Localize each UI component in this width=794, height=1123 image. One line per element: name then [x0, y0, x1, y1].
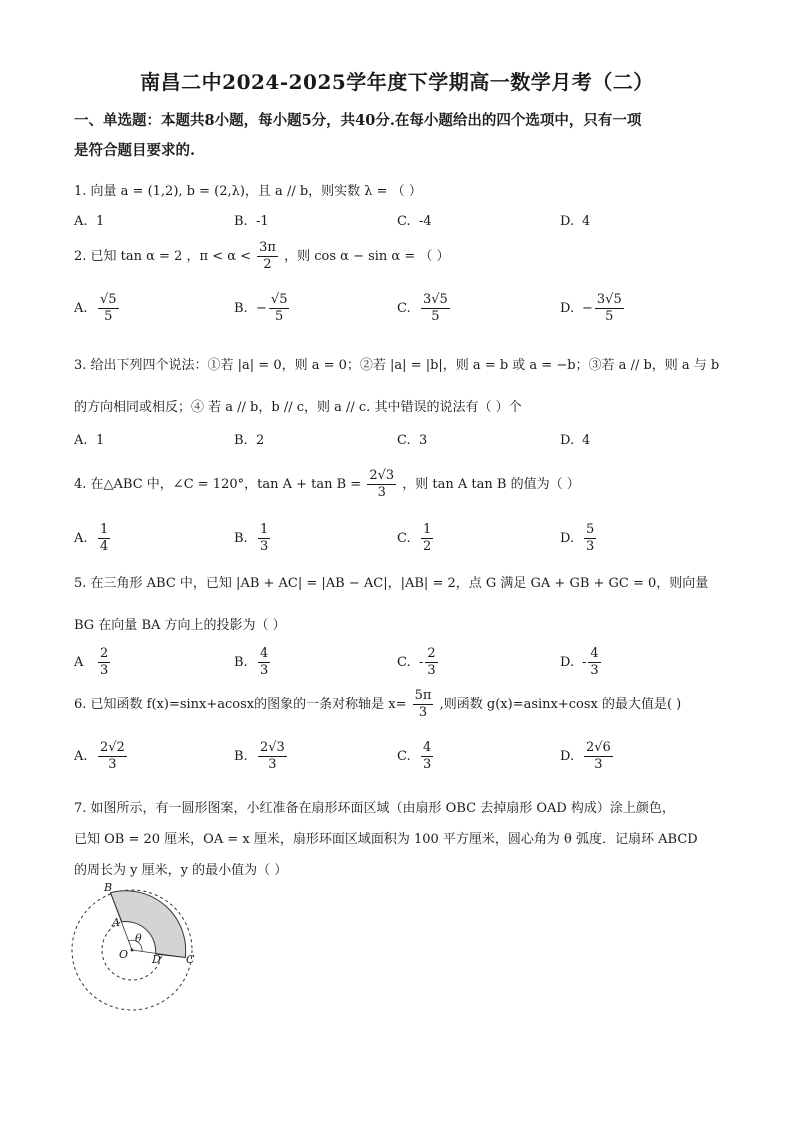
q6-stem-fraction — [413, 688, 434, 721]
q2-option-a — [74, 292, 121, 325]
q7-stem-line1: 7. 如图所示，有一圆形图案，小红准备在扇形环面区域（由扇形 OBC 去掉扇形 OAD 构成）涂上颜色， — [74, 801, 675, 816]
option-key: D. — [560, 749, 575, 764]
denominator: 5 — [431, 309, 440, 324]
option-text: 3 — [419, 433, 428, 448]
label-theta: θ — [135, 932, 142, 945]
option-key: C. — [397, 433, 411, 448]
denominator: 3 — [590, 663, 599, 678]
section-heading-line1: 一、单选题：本题共8小题，每小题5分，共40分.在每小题给出的四个选项中，只有一项 — [74, 112, 642, 129]
numerator: 5π — [414, 688, 432, 703]
option-key: A. — [74, 214, 88, 229]
denominator: 3 — [418, 705, 428, 720]
numerator: 2√6 — [586, 740, 611, 755]
numerator: 5 — [586, 522, 595, 537]
option-fraction — [269, 292, 290, 325]
option-key: C. — [397, 531, 411, 546]
q6-option-b — [234, 740, 289, 773]
option-fraction — [98, 292, 119, 325]
label-a: A — [112, 916, 120, 929]
option-key: B. — [234, 749, 248, 764]
q7-stem-line3: 的周长为 y 厘米，y 的最小值为（ ） — [74, 863, 288, 878]
label-b: B — [104, 881, 113, 894]
q4-stem-b: ，则 tan A tan B 的值为（ ） — [402, 477, 580, 492]
denominator: 5 — [605, 309, 614, 324]
annulus-sector-figure — [60, 880, 210, 1015]
q4-option-b — [234, 522, 272, 555]
option-key: B. — [234, 433, 248, 448]
q6-stem-a: 6. 已知函数 f(x)=sinx+acosx的图象的一条对称轴是 x= — [74, 697, 407, 712]
q5-option-b — [234, 646, 272, 679]
denominator: 3 — [268, 757, 277, 772]
option-fraction — [421, 740, 433, 773]
option-key: C. — [397, 749, 411, 764]
option-key: A. — [74, 749, 88, 764]
option-sign: − — [256, 301, 267, 316]
numerator: 1 — [100, 522, 109, 537]
q3-option-b — [234, 433, 264, 448]
option-key: B. — [234, 214, 248, 229]
q7-stem-line2: 已知 OB = 20 厘米，OA = x 厘米，扇形环面区域面积为 100 平方厘米，圆心角为 θ 弧度．记扇环 ABCD — [74, 832, 698, 847]
q3-stem-line1: 3. 给出下列四个说法：①若 |a| = 0，则 a = 0；②若 |a| = |b|，则 a = b 或 a = −b；③若 a // b，则 a 与 b — [74, 358, 720, 373]
numerator: 4 — [260, 646, 269, 661]
q3-option-c — [397, 433, 427, 448]
center-point — [131, 949, 134, 952]
q4-stem — [74, 468, 580, 501]
option-fraction — [98, 740, 127, 773]
q4-stem-fraction — [367, 468, 396, 501]
q2-stem-b: ，则 cos α − sin α = （ ） — [284, 249, 450, 264]
q5-option-d — [560, 646, 603, 679]
numerator: 4 — [423, 740, 432, 755]
q4-option-c — [397, 522, 435, 555]
option-fraction — [421, 522, 433, 555]
q2-option-b — [234, 292, 291, 325]
q6-option-c — [397, 740, 435, 773]
option-fraction — [584, 522, 596, 555]
option-key: B. — [234, 531, 248, 546]
denominator: 3 — [100, 663, 109, 678]
numerator: √5 — [100, 292, 117, 307]
q5-option-a — [74, 646, 112, 679]
option-sign: - — [419, 655, 424, 670]
option-key: B. — [234, 655, 248, 670]
numerator: 2√2 — [100, 740, 125, 755]
q6-option-d — [560, 740, 615, 773]
q3-option-d — [560, 433, 590, 448]
option-key: C. — [397, 655, 411, 670]
numerator: 2 — [427, 646, 436, 661]
denominator: 5 — [104, 309, 113, 324]
denominator: 3 — [594, 757, 603, 772]
option-text: 4 — [582, 214, 591, 229]
q3-stem-line2: 的方向相同或相反；④ 若 a // b，b // c，则 a // c. 其中错误的说法有（ ）个 — [74, 400, 522, 415]
q6-option-a — [74, 740, 129, 773]
q1-stem: 1. 向量 a = (1,2), b = (2,λ)，且 a // b，则实数 λ = （ ） — [74, 184, 422, 199]
option-fraction — [421, 292, 450, 325]
denominator: 3 — [377, 485, 386, 500]
option-fraction — [258, 740, 287, 773]
q3-option-a — [74, 433, 104, 448]
numerator: 2 — [100, 646, 109, 661]
numerator: 1 — [260, 522, 269, 537]
q6-stem-b: ,则函数 g(x)=asinx+cosx 的最大值是( ) — [439, 697, 682, 712]
option-fraction — [98, 646, 110, 679]
option-key: A — [74, 655, 84, 670]
option-key: C. — [397, 214, 411, 229]
option-fraction — [98, 522, 110, 555]
option-key: A. — [74, 433, 88, 448]
q2-stem-a: 2. 已知 tan α = 2 ，π < α < — [74, 249, 251, 264]
denominator: 3 — [260, 663, 269, 678]
q5-stem-line2: BG 在向量 BA 方向上的投影为（ ） — [74, 618, 286, 633]
q5-option-c — [397, 646, 440, 679]
option-key: D. — [560, 433, 575, 448]
option-fraction — [595, 292, 624, 325]
q2-option-d — [560, 292, 626, 325]
q1-option-d — [560, 214, 590, 229]
label-c: C — [186, 953, 195, 966]
denominator: 2 — [423, 539, 432, 554]
option-text: 1 — [96, 214, 105, 229]
option-key: D. — [560, 531, 575, 546]
denominator: 3 — [586, 539, 595, 554]
q4-option-d — [560, 522, 598, 555]
label-d: D — [152, 953, 161, 966]
option-fraction — [425, 646, 437, 679]
option-key: D. — [560, 214, 575, 229]
denominator: 3 — [427, 663, 436, 678]
q2-stem-fraction — [257, 240, 278, 273]
q6-stem — [74, 688, 681, 721]
option-text: 4 — [582, 433, 591, 448]
option-key: A. — [74, 531, 88, 546]
option-key: A. — [74, 301, 88, 316]
option-fraction — [588, 646, 600, 679]
denominator: 3 — [423, 757, 432, 772]
denominator: 2 — [263, 257, 272, 272]
option-text: 2 — [256, 433, 265, 448]
denominator: 4 — [100, 539, 109, 554]
option-key: B. — [234, 301, 248, 316]
denominator: 5 — [275, 309, 284, 324]
option-sign: - — [582, 655, 587, 670]
option-key: D. — [560, 655, 575, 670]
numerator: 4 — [590, 646, 599, 661]
option-text: 1 — [96, 433, 105, 448]
numerator: 3π — [259, 240, 276, 255]
option-fraction — [258, 522, 270, 555]
q2-option-c — [397, 292, 452, 325]
q5-stem-line1: 5. 在三角形 ABC 中，已知 |AB + AC| = |AB − AC|，|AB| = 2，点 G 满足 GA + GB + GC = 0，则向量 — [74, 576, 709, 591]
numerator: 3√5 — [423, 292, 448, 307]
option-text: -1 — [256, 214, 269, 229]
label-o: O — [119, 948, 129, 961]
q4-stem-a: 4. 在△ABC 中，∠C = 120°，tan A + tan B = — [74, 477, 362, 492]
q2-stem — [74, 240, 450, 273]
numerator: 2√3 — [369, 468, 395, 483]
option-fraction — [258, 646, 270, 679]
option-text: -4 — [419, 214, 432, 229]
q1-option-c — [397, 214, 432, 229]
numerator: 2√3 — [260, 740, 285, 755]
denominator: 3 — [108, 757, 117, 772]
option-key: D. — [560, 301, 575, 316]
numerator: √5 — [270, 292, 288, 307]
option-fraction — [584, 740, 613, 773]
q1-option-a — [74, 214, 104, 229]
section-heading-line2: 是符合题目要求的. — [74, 142, 196, 159]
numerator: 3√5 — [596, 292, 622, 307]
numerator: 1 — [423, 522, 432, 537]
q4-option-a — [74, 522, 112, 555]
denominator: 3 — [260, 539, 269, 554]
option-sign: − — [582, 301, 593, 316]
option-key: C. — [397, 301, 411, 316]
q1-option-b — [234, 214, 269, 229]
page-title: 南昌二中2024-2025学年度下学期高一数学月考（二） — [140, 70, 654, 94]
